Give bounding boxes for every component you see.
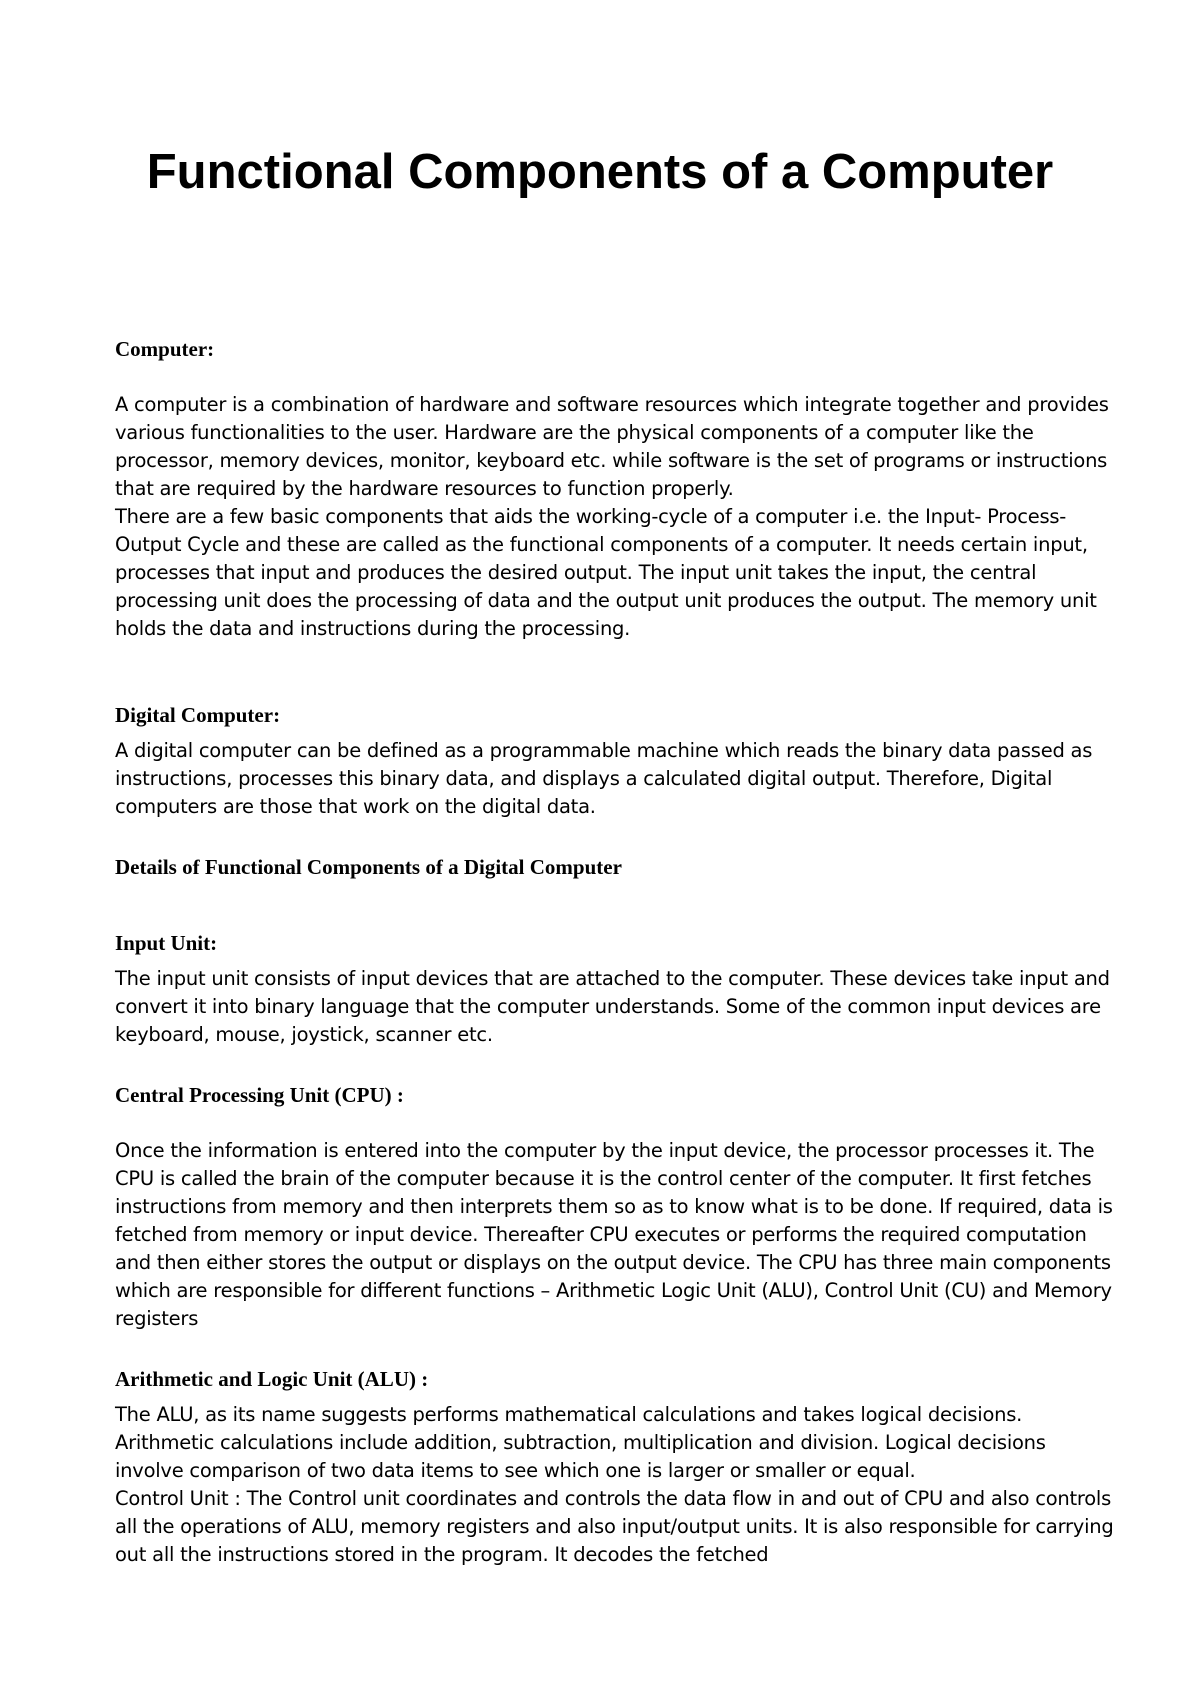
paragraph-digital-computer: A digital computer can be defined as a programmable machine which reads the binary data passed as instructions, processes this binary data, and displays a calculated digital output. Therefore, Digital computers are those that work on the digital data.	[115, 739, 1093, 818]
document-title: Functional Components of a Computer	[146, 145, 1054, 199]
section-heading-cpu: Central Processing Unit (CPU) :	[115, 1083, 404, 1107]
section-heading-digital-computer: Digital Computer:	[115, 703, 281, 727]
section-heading-input-unit: Input Unit:	[115, 931, 218, 955]
section-heading-computer: Computer:	[115, 337, 215, 361]
paragraph-input-unit: The input unit consists of input devices that are attached to the computer. These devices take input and convert it into binary language that the computer understands. Some of the common input devices are keyboard, mouse, joystick, scanner etc.	[115, 967, 1110, 1046]
paragraph-cpu: Once the information is entered into the computer by the input device, the processor processes it. The CPU is called the brain of the computer because it is the control center of the computer. It first fetches instructions from memory and then interprets them so as to know what is to be done. If required, data is fetched from memory or input device. Thereafter CPU executes or performs the required computation and then either stores the output or displays on the output device. The CPU has three main components which are responsible for different functions – Arithmetic Logic Unit (ALU), Control Unit (CU) and Memory registers	[115, 1139, 1113, 1330]
document-body	[115, 335, 1115, 1569]
paragraph-computer-definition: A computer is a combination of hardware and software resources which integrate together and provides various functionalities to the user. Hardware are the physical components of a computer like the processor, memory devices, monitor, keyboard etc. while software is the set of programs or instructions that are required by the hardware resources to function properly.	[115, 393, 1109, 500]
paragraph-control-unit: Control Unit : The Control unit coordinates and controls the data flow in and out of CPU and also controls all the operations of ALU, memory registers and also input/output units. It is also responsible for carrying out all the instructions stored in the program. It decodes the fetched	[115, 1487, 1114, 1566]
paragraph-functional-components: There are a few basic components that aids the working-cycle of a computer i.e. the Input- Process- Output Cycle and these are called as the functional components of a computer. It needs certain input, processes that input and produces the desired output. The input unit takes the input, the central processing unit does the processing of data and the output unit produces the output. The memory unit holds the data and instructions during the processing.	[115, 505, 1097, 640]
section-heading-details: Details of Functional Components of a Digital Computer	[115, 855, 622, 879]
paragraph-alu: The ALU, as its name suggests performs mathematical calculations and takes logical decisions. Arithmetic calculations include addition, subtraction, multiplication and division. Logical decisions involve comparison of two data items to see which one is larger or smaller or equal.	[115, 1403, 1046, 1482]
section-heading-alu: Arithmetic and Logic Unit (ALU) :	[115, 1367, 429, 1391]
